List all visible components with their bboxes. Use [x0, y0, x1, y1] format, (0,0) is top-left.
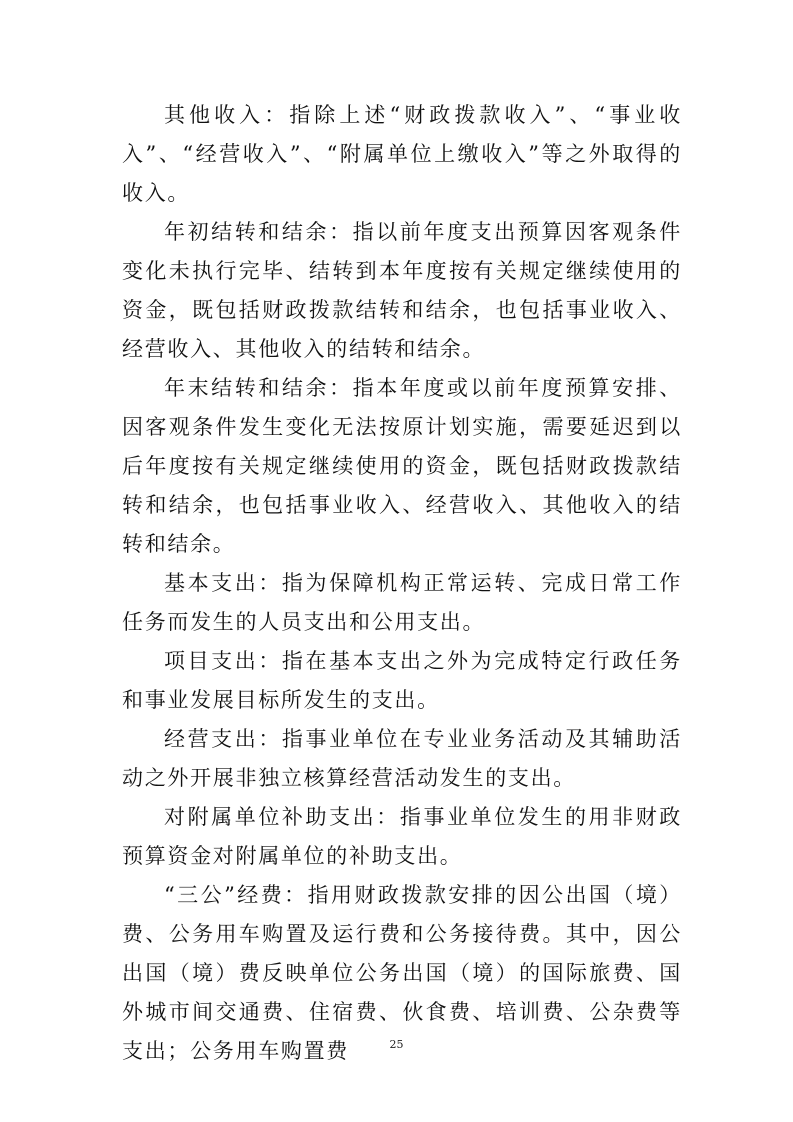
paragraph-beginning-carryover: 年初结转和结余：指以前年度支出预算因客观条件变化未执行完毕、结转到本年度按有关规定继续使用的资金，既包括财政拨款结转和结余，也包括事业收入、经营收入、其他收入的结转和结余。	[122, 220, 682, 361]
paragraph-three-public-expenses: “三公”经费：指用财政拨款安排的因公出国（境）费、公务用车购置及运行费和公务接待费。其中，因公出国（境）费反映单位公务出国（境）的国际旅费、国外城市间交通费、住宿费、伙食费、培训费、公杂费等支出；公务用车购置费	[122, 883, 682, 1063]
paragraph-year-end-carryover: 年末结转和结余：指本年度或以前年度预算安排、因客观条件发生变化无法按原计划实施，需要延迟到以后年度按有关规定继续使用的资金，既包括财政拨款结转和结余，也包括事业收入、经营收入、其他收入的结转和结余。	[122, 376, 682, 556]
document-body	[122, 96, 682, 1071]
page-number: 25	[389, 1038, 404, 1051]
paragraph-other-income: 其他收入：指除上述“财政拨款收入”、“事业收入”、“经营收入”、“附属单位上缴收入”等之外取得的收入。	[122, 103, 682, 205]
paragraph-basic-expenditure: 基本支出：指为保障机构正常运转、完成日常工作任务而发生的人员支出和公用支出。	[122, 571, 682, 634]
paragraph-operating-expenditure: 经营支出：指事业单位在专业业务活动及其辅助活动之外开展非独立核算经营活动发生的支出。	[122, 727, 682, 790]
paragraph-project-expenditure: 项目支出：指在基本支出之外为完成特定行政任务和事业发展目标所发生的支出。	[122, 649, 682, 712]
paragraph-subsidiary-subsidy: 对附属单位补助支出：指事业单位发生的用非财政预算资金对附属单位的补助支出。	[122, 805, 682, 868]
